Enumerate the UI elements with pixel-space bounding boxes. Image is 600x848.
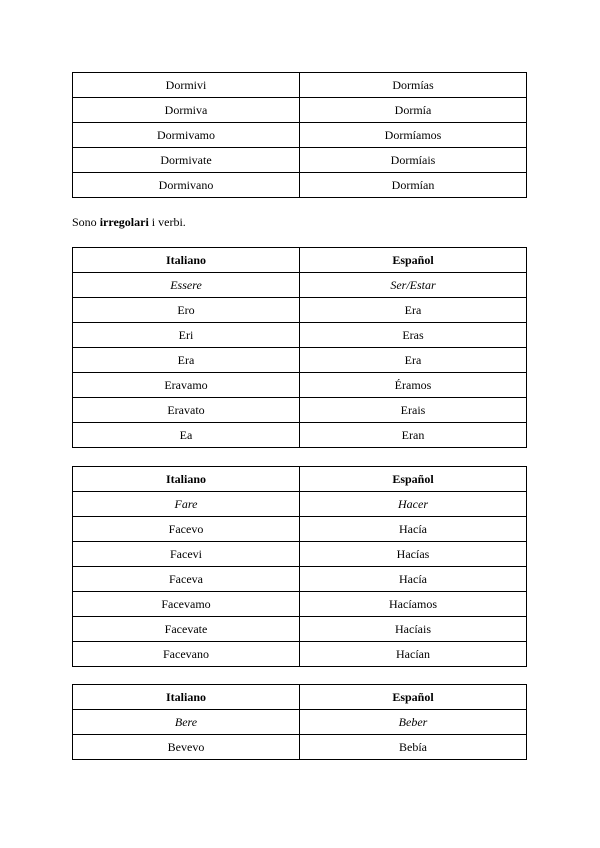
italian-cell: Facevo — [73, 517, 300, 542]
spanish-cell: Dormía — [300, 98, 527, 123]
italian-cell: Eravato — [73, 398, 300, 423]
spanish-cell: Dormías — [300, 73, 527, 98]
table-row — [73, 517, 527, 542]
note-text-after: i verbi. — [148, 215, 186, 229]
spanish-cell: Dormíamos — [300, 123, 527, 148]
spanish-cell: Era — [300, 348, 527, 373]
spanish-cell: Hacían — [300, 642, 527, 667]
spanish-cell: Hacías — [300, 542, 527, 567]
italian-cell: Facevamo — [73, 592, 300, 617]
spanish-header: Español — [300, 685, 527, 710]
table-row — [73, 298, 527, 323]
infinitive-row — [73, 492, 527, 517]
spanish-cell: Bebía — [300, 735, 527, 760]
spanish-cell: Erais — [300, 398, 527, 423]
spanish-cell: Hacíamos — [300, 592, 527, 617]
italian-infinitive: Essere — [73, 273, 300, 298]
irregular-verbs-note — [72, 215, 186, 229]
header-row — [73, 467, 527, 492]
table-row — [73, 567, 527, 592]
italian-cell: Ero — [73, 298, 300, 323]
italian-cell: Eravamo — [73, 373, 300, 398]
italian-cell: Dormivi — [73, 73, 300, 98]
table-row — [73, 348, 527, 373]
italian-header: Italiano — [73, 685, 300, 710]
spanish-cell: Eras — [300, 323, 527, 348]
table-row — [73, 373, 527, 398]
italian-header: Italiano — [73, 248, 300, 273]
spanish-cell: Era — [300, 298, 527, 323]
note-bold-word: irregolari — [99, 215, 149, 229]
spanish-cell: Hacía — [300, 517, 527, 542]
italian-cell: Ea — [73, 423, 300, 448]
italian-cell: Eri — [73, 323, 300, 348]
italian-cell: Facevate — [73, 617, 300, 642]
italian-cell: Facevi — [73, 542, 300, 567]
italian-cell: Bevevo — [73, 735, 300, 760]
table-row — [73, 423, 527, 448]
bere-conjugation-table — [72, 684, 527, 760]
italian-cell: Faceva — [73, 567, 300, 592]
spanish-header: Español — [300, 248, 527, 273]
italian-header: Italiano — [73, 467, 300, 492]
spanish-cell: Dormían — [300, 173, 527, 198]
spanish-cell: Éramos — [300, 373, 527, 398]
essere-conjugation-table — [72, 247, 527, 448]
italian-infinitive: Bere — [73, 710, 300, 735]
table-row — [73, 542, 527, 567]
italian-infinitive: Fare — [73, 492, 300, 517]
table-row — [73, 617, 527, 642]
table-row — [73, 148, 527, 173]
italian-cell: Dormivate — [73, 148, 300, 173]
dormire-conjugation-table — [72, 72, 527, 198]
italian-cell: Facevano — [73, 642, 300, 667]
italian-cell: Dormivano — [73, 173, 300, 198]
header-row — [73, 685, 527, 710]
table-row — [73, 735, 527, 760]
note-text-before: Sono — [72, 215, 100, 229]
infinitive-row — [73, 710, 527, 735]
spanish-cell: Hacía — [300, 567, 527, 592]
table-row — [73, 98, 527, 123]
spanish-infinitive: Beber — [300, 710, 527, 735]
table-row — [73, 173, 527, 198]
spanish-infinitive: Ser/Estar — [300, 273, 527, 298]
table-row — [73, 123, 527, 148]
italian-cell: Dormiva — [73, 98, 300, 123]
spanish-infinitive: Hacer — [300, 492, 527, 517]
spanish-header: Español — [300, 467, 527, 492]
table-row — [73, 73, 527, 98]
table-row — [73, 642, 527, 667]
table-row — [73, 592, 527, 617]
fare-conjugation-table — [72, 466, 527, 667]
table-row — [73, 323, 527, 348]
infinitive-row — [73, 273, 527, 298]
italian-cell: Dormivamo — [73, 123, 300, 148]
table-row — [73, 398, 527, 423]
spanish-cell: Eran — [300, 423, 527, 448]
italian-cell: Era — [73, 348, 300, 373]
header-row — [73, 248, 527, 273]
spanish-cell: Dormíais — [300, 148, 527, 173]
spanish-cell: Hacíais — [300, 617, 527, 642]
